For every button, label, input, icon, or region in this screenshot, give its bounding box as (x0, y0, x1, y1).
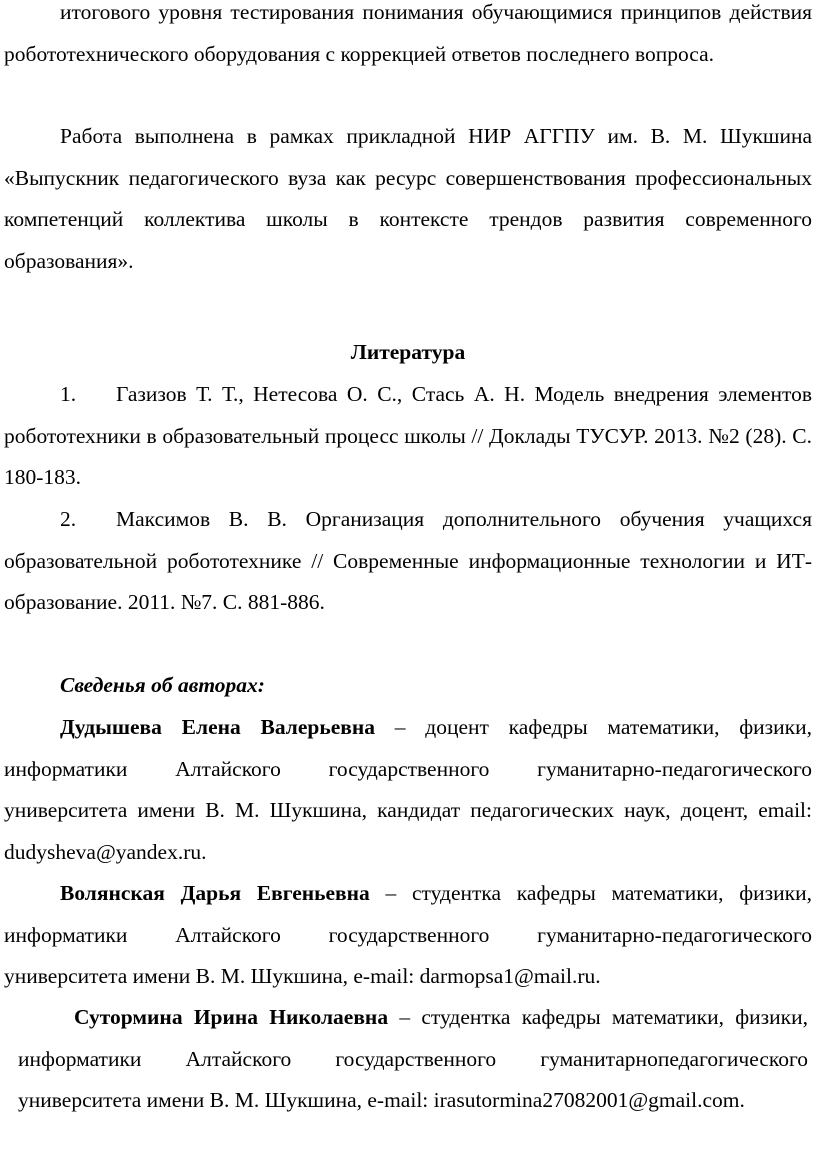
author-entry-2 (4, 873, 812, 998)
author-name: Сутормина Ирина Николаевна (74, 1005, 389, 1029)
reference-number: 1. (60, 382, 77, 406)
authors-heading: Сведенья об авторах: (60, 673, 265, 697)
intro-paragraph-continued: итогового уровня тестирования понимания обучающимися принципов действия робототехнического оборудования с коррекцией ответов последнего вопроса. (4, 0, 812, 66)
intro-paragraph-project: Работа выполнена в рамках прикладной НИР АГГПУ им. В. М. Шукшина «Выпускник педагогического вуза как ресурс совершенствования профессиональных компетенций коллектива школы в контексте трендов развития современного образования». (4, 124, 812, 273)
author-name: Дудышева Елена Валерьевна (60, 715, 376, 739)
author-entry-1 (4, 707, 812, 873)
reference-text: Максимов В. В. Организация дополнительного обучения учащихся образовательной робототехнике // Современные информационные технологии и ИТ-образование. 2011. №7. С. 881-886. (4, 507, 812, 614)
author-entry-3 (18, 997, 808, 1122)
literature-heading: Литература (350, 340, 466, 364)
author-description: – студентка кафедры математики, физики, информатики Алтайского государственного гуманитарно-педагогического университета имени В. М. Шукшина, e-mail: darmopsa1@mail.ru. (4, 881, 812, 988)
author-name: Волянская Дарья Евгеньевна (60, 881, 370, 905)
reference-number: 2. (60, 507, 77, 531)
reference-item-1 (4, 374, 812, 499)
reference-item-2 (4, 499, 812, 624)
author-description: – доцент кафедры математики, физики, информатики Алтайского государственного гуманитарно-педагогического университета имени В. М. Шукшина, кандидат педагогических наук, доцент, email: dudysheva@yandex.ru. (4, 715, 812, 864)
reference-text: Газизов Т. Т., Нетесова О. С., Стась А. Н. Модель внедрения элементов робототехники в образовательный процесс школы // Доклады ТУСУР. 2013. №2 (28). С. 180-183. (4, 382, 812, 489)
author-description: – студентка кафедры математики, физики, информатики Алтайского государственного гуманитарнопедагогического университета имени В. М. Шукшина, e-mail: irasutormina27082001@gmail.com. (18, 1005, 809, 1112)
